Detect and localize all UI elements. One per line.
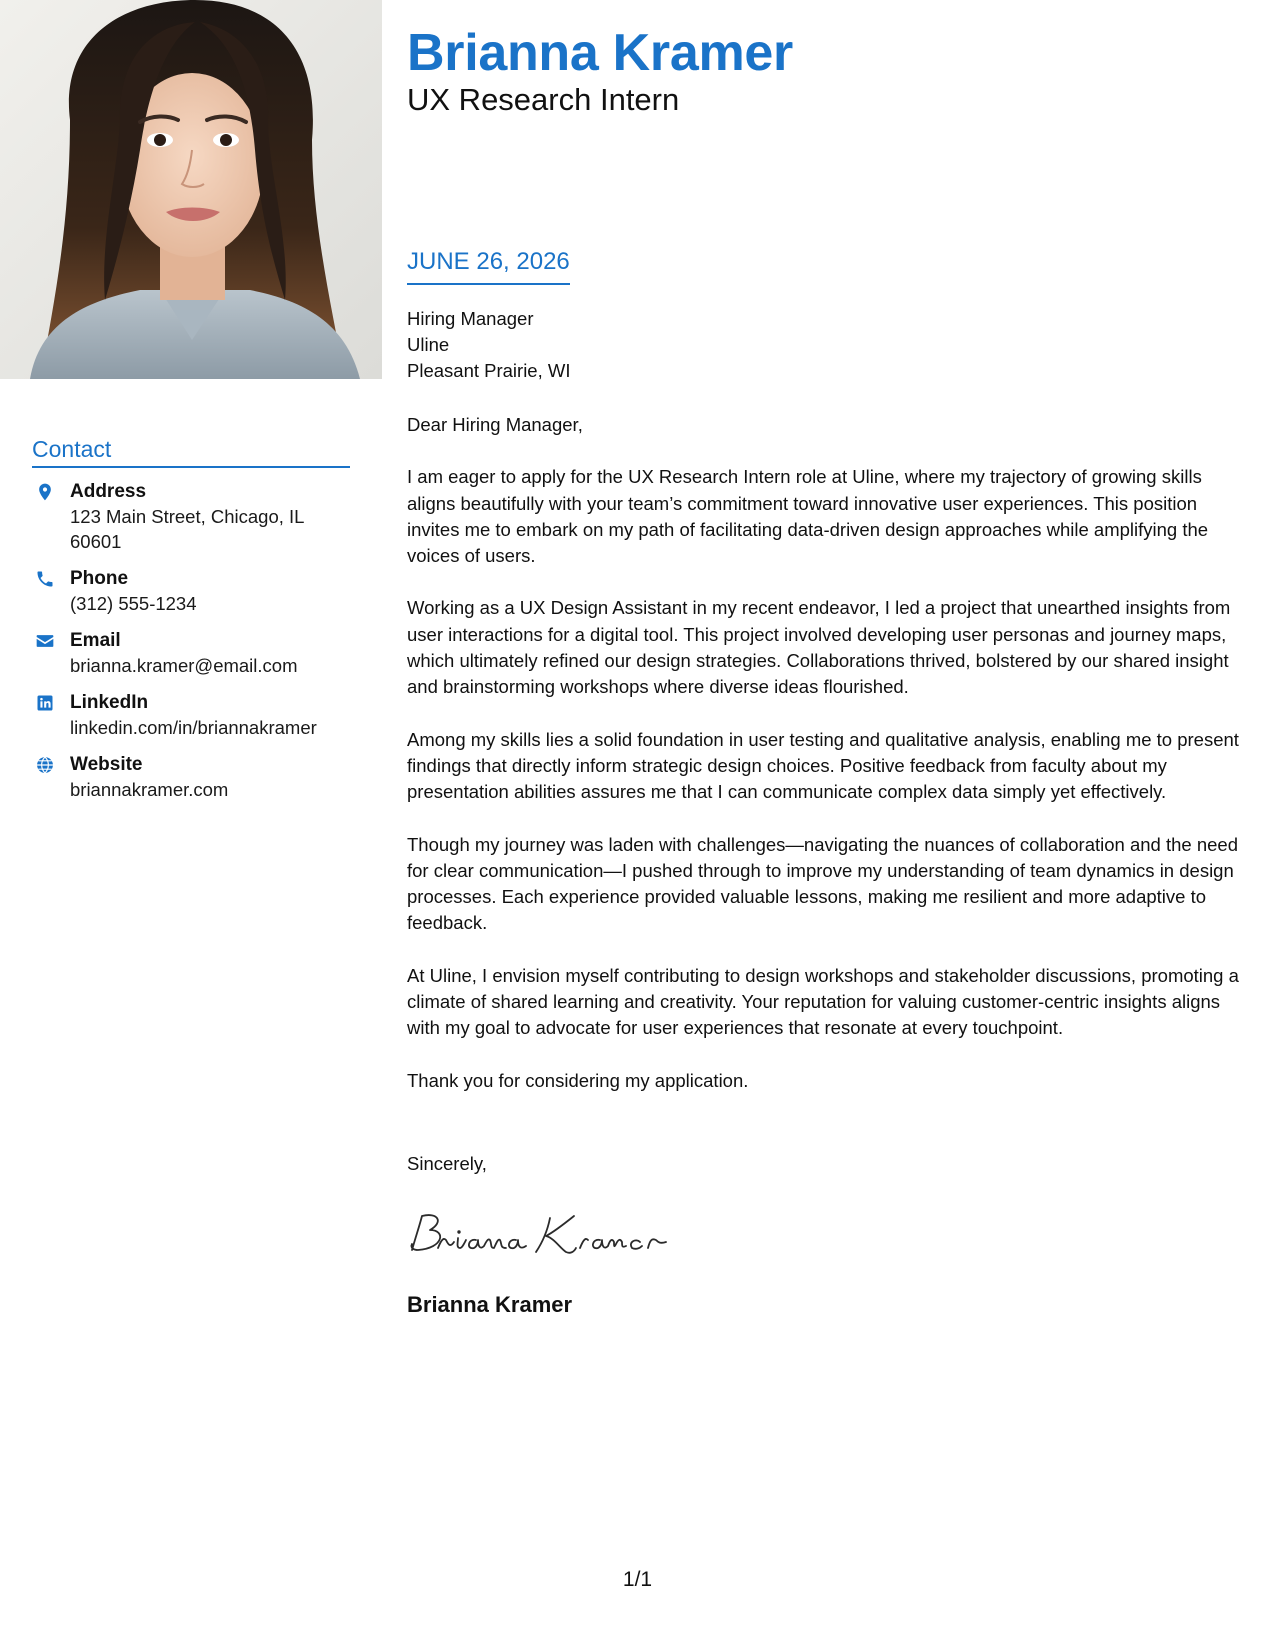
signature-image bbox=[404, 1208, 684, 1264]
profile-photo bbox=[0, 0, 382, 379]
portrait-image bbox=[0, 0, 382, 379]
recipient-title: Hiring Manager bbox=[407, 308, 534, 329]
paragraph: Thank you for considering my application. bbox=[407, 1069, 749, 1091]
contact-section bbox=[32, 436, 350, 815]
recipient-block bbox=[407, 306, 1227, 384]
contact-item-email bbox=[32, 629, 350, 678]
paragraph: Working as a UX Design Assistant in my recent endeavor, I led a project that unearthed insights from user interactions for a digital tool. This project involved developing user personas and journey maps, which ultimately refined our design strategies. Collaborations thrived, bolstered by our shared insight and brainstorming workshops where diverse ideas flourished. bbox=[407, 597, 1231, 698]
contact-heading: Contact bbox=[32, 436, 350, 468]
contact-item-address bbox=[32, 480, 350, 554]
date-block bbox=[407, 247, 570, 285]
email-icon bbox=[35, 631, 55, 651]
paragraph: Among my skills lies a solid foundation in user testing and qualitative analysis, enabling me to present findings that directly inform strategic design choices. Positive feedback from faculty about my presentation abilities assures me that I can communicate complex data simply yet effectively. bbox=[407, 728, 1239, 803]
signature bbox=[404, 1208, 684, 1264]
salutation: Dear Hiring Manager, bbox=[407, 414, 583, 435]
paragraph: I am eager to apply for the UX Research Intern role at Uline, where my trajectory of growing skills aligns beautifully with your team’s commitment toward innovative user experiences. This position invites me to embark on my path of facilitating data-driven design approaches while amplifying the voices of users. bbox=[407, 466, 1209, 567]
globe-icon bbox=[35, 755, 55, 775]
recipient-company: Uline bbox=[407, 334, 450, 355]
applicant-role: UX Research Intern bbox=[407, 82, 680, 117]
linkedin-label: LinkedIn bbox=[70, 692, 149, 713]
email-value[interactable]: brianna.kramer@email.com bbox=[70, 655, 298, 676]
signer-name: Brianna Kramer bbox=[407, 1292, 573, 1317]
page-number: 1/1 bbox=[622, 1568, 653, 1591]
phone-label: Phone bbox=[70, 568, 129, 589]
letter-body bbox=[407, 412, 1247, 1094]
phone-value: (312) 555-1234 bbox=[70, 593, 197, 614]
paragraph: At Uline, I envision myself contributing to design workshops and stakeholder discussions, promoting a climate of shared learning and creativity. Your reputation for valuing customer-centric insights aligns with my goal to advocate for user experiences that resonate at every touchpoint. bbox=[407, 964, 1239, 1039]
linkedin-value[interactable]: linkedin.com/in/briannakramer bbox=[70, 717, 317, 738]
website-value[interactable]: briannakramer.com bbox=[70, 779, 229, 800]
email-label: Email bbox=[70, 630, 121, 651]
recipient-location: Pleasant Prairie, WI bbox=[407, 360, 571, 381]
location-pin-icon bbox=[35, 482, 55, 502]
contact-item-website bbox=[32, 753, 350, 802]
contact-item-phone bbox=[32, 567, 350, 616]
phone-icon bbox=[35, 569, 55, 589]
letter-header bbox=[407, 22, 1247, 118]
applicant-name: Brianna Kramer bbox=[407, 24, 793, 82]
closing: Sincerely, bbox=[407, 1153, 487, 1174]
paragraph: Though my journey was laden with challenges—navigating the nuances of collaboration and the need for clear communication—I pushed through to improve my understanding of team dynamics in design processes. Each experience provided valuable lessons, making me resilient and more adaptive to feedback. bbox=[407, 833, 1238, 934]
linkedin-icon bbox=[35, 693, 55, 713]
address-value: 123 Main Street, Chicago, IL 60601 bbox=[70, 506, 304, 552]
contact-list bbox=[32, 480, 350, 802]
contact-item-linkedin bbox=[32, 691, 350, 740]
website-label: Website bbox=[70, 754, 143, 775]
letter-date: JUNE 26, 2026 bbox=[407, 247, 570, 285]
address-label: Address bbox=[70, 481, 147, 502]
